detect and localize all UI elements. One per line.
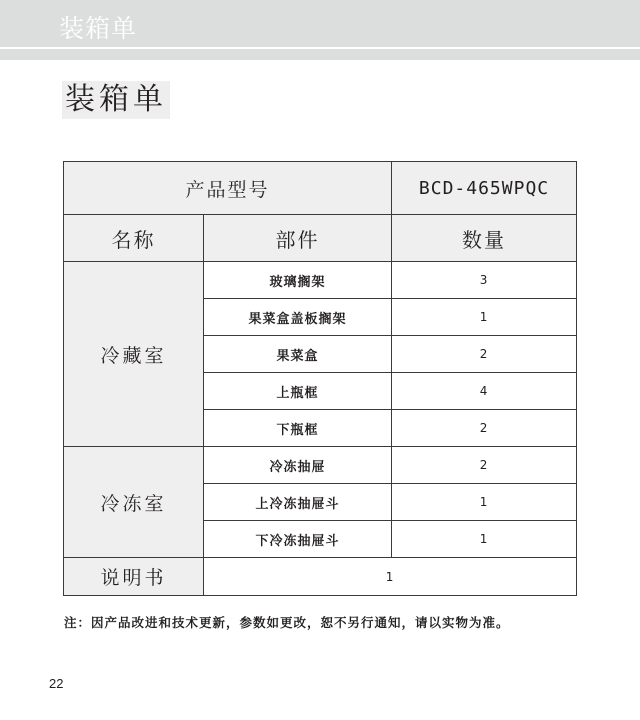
table-row <box>64 262 577 299</box>
part-qty: 3 <box>392 262 577 299</box>
manual-qty: 1 <box>204 558 577 596</box>
table-row <box>64 447 577 484</box>
part-name: 果菜盒 <box>204 336 392 373</box>
header-divider <box>0 49 640 60</box>
product-model-label: 产品型号 <box>64 162 392 215</box>
part-name: 上冷冻抽屉斗 <box>204 484 392 521</box>
table-row-model <box>64 162 577 215</box>
part-name: 果菜盒盖板搁架 <box>204 299 392 336</box>
part-qty: 2 <box>392 447 577 484</box>
part-qty: 2 <box>392 410 577 447</box>
table-row-manual <box>64 558 577 596</box>
column-header-name: 名称 <box>64 215 204 262</box>
section-name: 冷藏室 <box>64 262 204 447</box>
header-bar <box>0 0 640 47</box>
part-name: 上瓶框 <box>204 373 392 410</box>
product-model-value: BCD-465WPQC <box>392 162 577 215</box>
part-name: 冷冻抽屉 <box>204 447 392 484</box>
part-qty: 1 <box>392 484 577 521</box>
part-name: 玻璃搁架 <box>204 262 392 299</box>
packing-list-table <box>63 161 577 596</box>
part-qty: 4 <box>392 373 577 410</box>
part-name: 下冷冻抽屉斗 <box>204 521 392 558</box>
column-header-part: 部件 <box>204 215 392 262</box>
page-number: 22 <box>49 676 64 691</box>
footnote: 注：因产品改进和技术更新，参数如更改，恕不另行通知，请以实物为准。 <box>64 615 510 630</box>
part-qty: 1 <box>392 299 577 336</box>
part-qty: 1 <box>392 521 577 558</box>
page-title: 装箱单 <box>62 81 170 119</box>
section-name: 冷冻室 <box>64 447 204 558</box>
manual-name: 说明书 <box>64 558 204 596</box>
part-name: 下瓶框 <box>204 410 392 447</box>
part-qty: 2 <box>392 336 577 373</box>
table-header-row <box>64 215 577 262</box>
column-header-qty: 数量 <box>392 215 577 262</box>
header-title: 装箱单 <box>59 14 138 43</box>
